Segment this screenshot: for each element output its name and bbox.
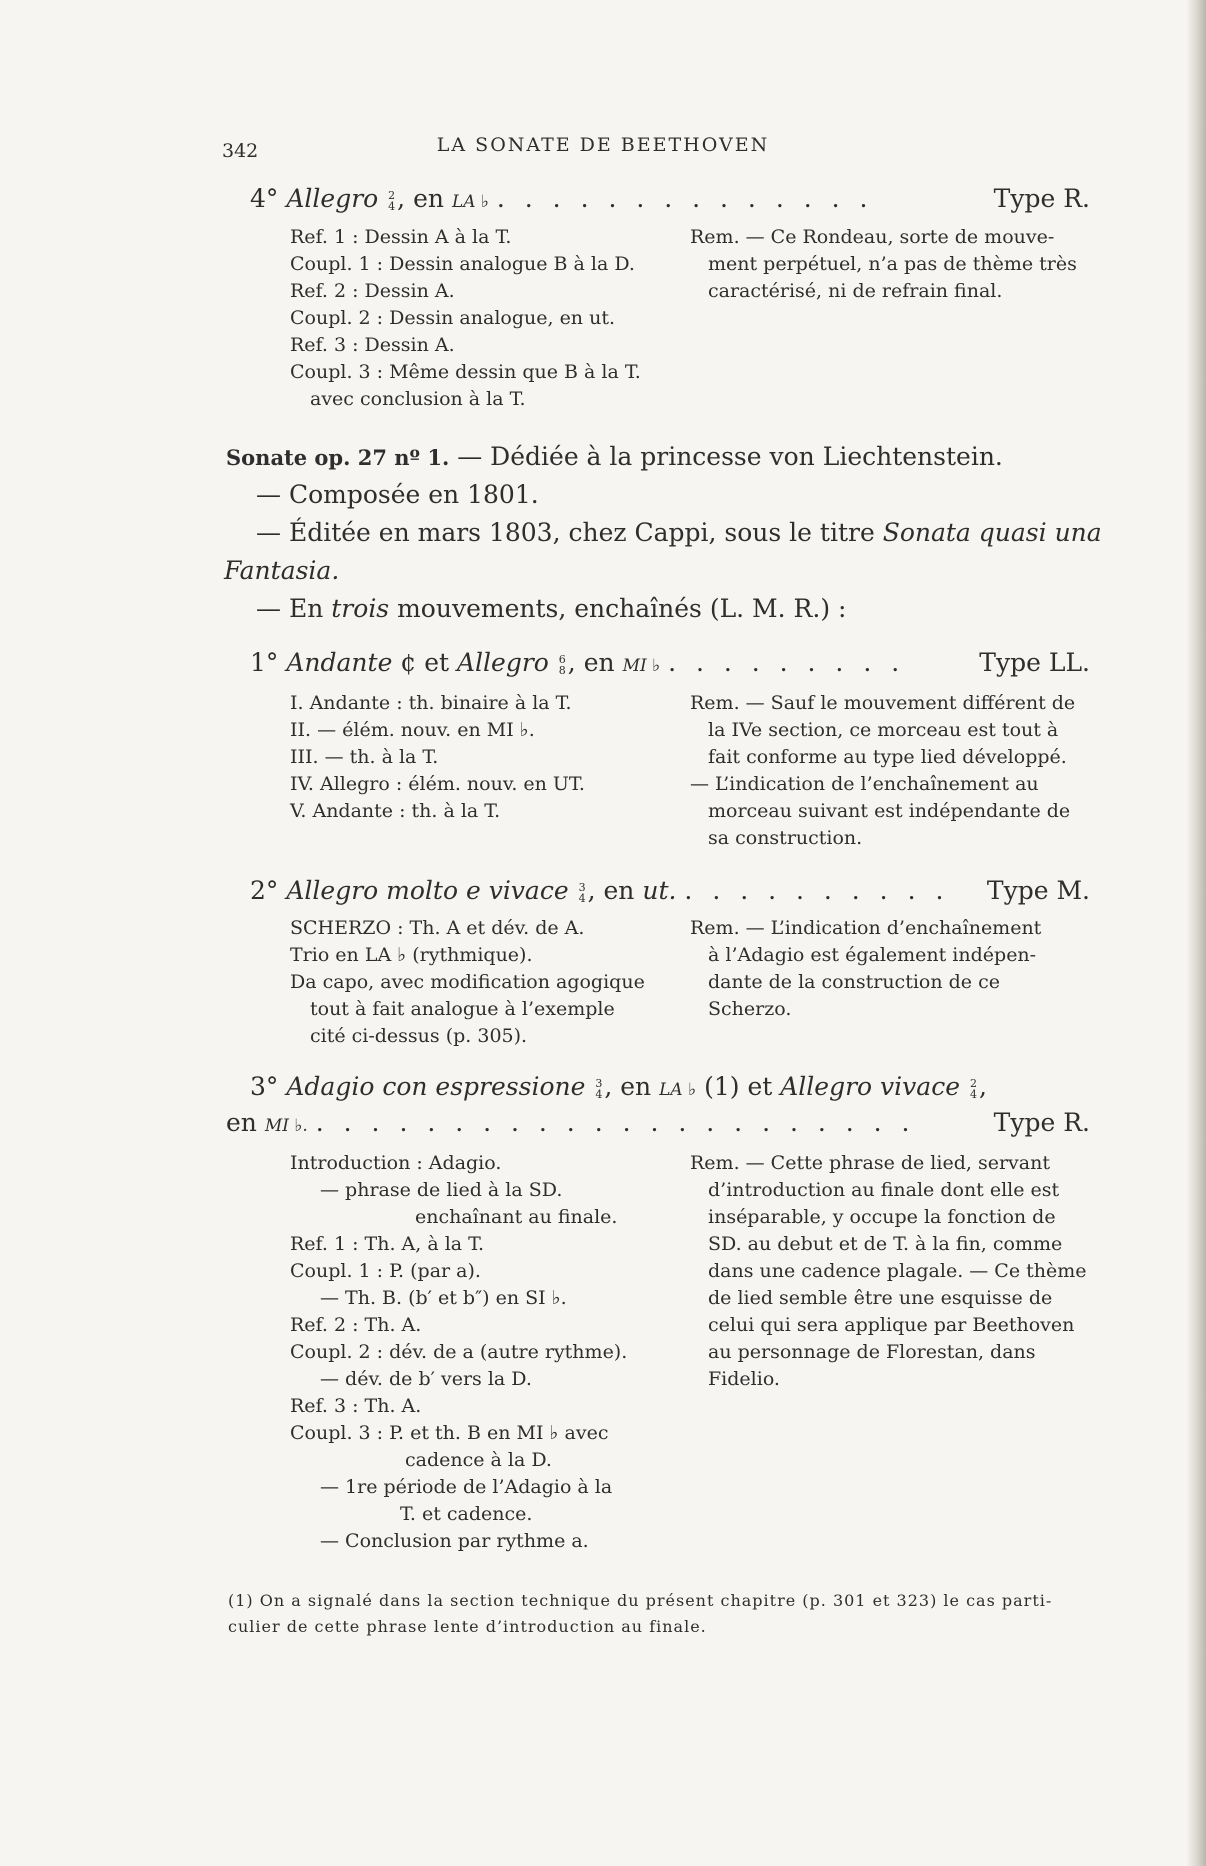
text-line: sa construction. [708,827,863,849]
text-line: Coupl. 1 : Dessin analogue B à la D. [290,253,635,275]
text-line: Rem. — Ce Rondeau, sorte de mouve- [690,226,1055,248]
text-line: II. — élém. nouv. en MI ♭. [290,719,535,741]
key: MI ♭ [622,656,661,676]
text-line: SD. au debut et de T. à la fin, comme [708,1233,1063,1255]
text-line: Scherzo. [708,998,792,1020]
time-signature: 3 4 [595,1076,603,1101]
movement-1-heading: 1° Andante ¢ et Allegro 6 8 , en MI ♭ . . . . . . . . . Type LL. [250,648,1090,677]
text-line: — dév. de b′ vers la D. [320,1368,532,1390]
tempo: Allegro [456,648,549,677]
text-line: morceau suivant est indépendante de [708,800,1071,822]
text-line: Rem. — Cette phrase de lied, servant [690,1152,1050,1174]
text-line: fait conforme au type lied développé. [708,746,1067,768]
text-line: IV. Allegro : élém. nouv. en UT. [290,773,585,795]
movement-3-heading: 3° Adagio con espressione 3 4 , en LA ♭ (1) et Allegro vivace 2 4 , [250,1072,987,1101]
text-line: Coupl. 1 : P. (par a). [290,1260,481,1282]
text-line: de lied semble être une esquisse de [708,1287,1053,1309]
movement-1-remark [690,690,1075,852]
text-line: la IVe section, ce morceau est tout à [708,719,1059,741]
time-signature: 2 4 [388,188,396,213]
text-line: dans une cadence plagale. — Ce thème [708,1260,1087,1282]
text-line: — phrase de lied à la SD. [320,1179,563,1201]
text-line: Ref. 1 : Th. A, à la T. [290,1233,485,1255]
text-line: V. Andante : th. à la T. [290,800,501,822]
text-line: dante de la construction de ce [708,971,1000,993]
key: LA ♭ [451,192,489,212]
footnote-line: culier de cette phrase lente d’introduction au finale. [228,1617,707,1636]
text-line: celui qui sera applique par Beethoven [708,1314,1075,1336]
movement-3-remark [690,1150,1087,1393]
key: ut. [642,876,677,905]
text-line: avec conclusion à la T. [310,388,526,410]
sonata-paragraph: Sonate op. 27 nº 1. — Dédiée à la princesse von Liechtenstein. — Composée en 1801. — Éditée en mars 1803, chez Cappi, sous le titre Sonata quasi una Fantasia. — En trois mouvements, enchaînés (L. M. R.) : [224,442,1102,623]
tempo: Adagio con espressione [286,1072,586,1101]
text-line: Coupl. 3 : Même dessin que B à la T. [290,361,641,383]
text-line: Coupl. 3 : P. et th. B en MI ♭ avec [290,1422,609,1444]
text-line: — L’indication de l’enchaînement au [690,773,1039,795]
movement-1-structure [290,690,585,825]
tempo: Andante [286,648,393,677]
form-type: Type R. [993,184,1090,213]
text-line: Fidelio. [708,1368,780,1390]
time-signature: 2 4 [969,1076,977,1101]
movement-4-structure [290,224,641,413]
sonata-title: Sonate op. 27 nº 1. [226,445,450,470]
text-line: I. Andante : th. binaire à la T. [290,692,572,714]
text-line: Ref. 3 : Dessin A. [290,334,455,356]
tempo: Allegro vivace [780,1072,960,1101]
footnote-ref[interactable]: (1) [704,1072,740,1101]
form-type: Type M. [986,876,1090,905]
text-line: Introduction : Adagio. [290,1152,502,1174]
tempo: Allegro molto e vivace [286,876,569,905]
key: MI ♭. [264,1116,308,1136]
page-edge [1186,0,1206,1866]
text-line: Ref. 2 : Dessin A. [290,280,455,302]
text-line: enchaînant au finale. [415,1206,618,1228]
page-number: 342 [222,140,259,162]
movement-2-remark [690,915,1041,1023]
tempo: Allegro [286,184,379,213]
text-line: Ref. 1 : Dessin A à la T. [290,226,512,248]
text-line: T. et cadence. [400,1503,533,1525]
text-line: cadence à la D. [405,1449,552,1471]
text-line: — 1re période de l’Adagio à la [320,1476,613,1498]
text-line: à l’Adagio est également indépen- [708,944,1037,966]
text-line: caractérisé, ni de refrain final. [708,280,1003,302]
movement-4-remark [690,224,1077,305]
text-line: d’introduction au finale dont elle est [708,1179,1060,1201]
text-line: Ref. 2 : Th. A. [290,1314,422,1336]
movement-3-heading-cont: en MI ♭. . . . . . . . . . . . . . . . . . . . . . . Type R. [226,1108,1090,1137]
text-line: — Conclusion par rythme a. [320,1530,589,1552]
movement-2-heading: 2° Allegro molto e vivace 3 4 , en ut. . . . . . . . . . . Type M. [250,876,1090,905]
text-line: ment perpétuel, n’a pas de thème très [708,253,1077,275]
text-line: Trio en LA ♭ (rythmique). [290,944,533,966]
text-line: — Th. B. (b′ et b″) en SI ♭. [320,1287,567,1309]
text-line: inséparable, y occupe la fonction de [708,1206,1056,1228]
text-line: Da capo, avec modification agogique [290,971,645,993]
time-signature: 3 4 [578,880,586,905]
key: LA ♭ [659,1080,697,1100]
text-line: SCHERZO : Th. A et dév. de A. [290,917,585,939]
movement-4-heading: 4° Allegro 2 4 , en LA ♭ . . . . . . . . . . . . . . Type R. [250,184,1090,213]
time-signature: ¢ [400,648,417,677]
footnote-line: (1) On a signalé dans la section technique du présent chapitre (p. 301 et 323) le cas parti- [228,1591,1053,1610]
text-line: Rem. — Sauf le mouvement différent de [690,692,1076,714]
form-type: Type LL. [979,648,1090,677]
movement-2-structure [290,915,645,1050]
text-line: tout à fait analogue à l’exemple [310,998,615,1020]
movement-3-structure [290,1150,627,1555]
text-line: cité ci-dessus (p. 305). [310,1025,528,1047]
text-line: III. — th. à la T. [290,746,439,768]
text-line: Coupl. 2 : Dessin analogue, en ut. [290,307,615,329]
time-signature: 6 8 [558,652,566,677]
form-type: Type R. [993,1108,1090,1137]
text-line: au personnage de Florestan, dans [708,1341,1036,1363]
text-line: Coupl. 2 : dév. de a (autre rythme). [290,1341,628,1363]
text-line: Ref. 3 : Th. A. [290,1395,422,1417]
running-title: LA SONATE DE BEETHOVEN [436,134,770,156]
footnote [228,1588,1098,1640]
text-line: Rem. — L’indication d’enchaînement [690,917,1042,939]
